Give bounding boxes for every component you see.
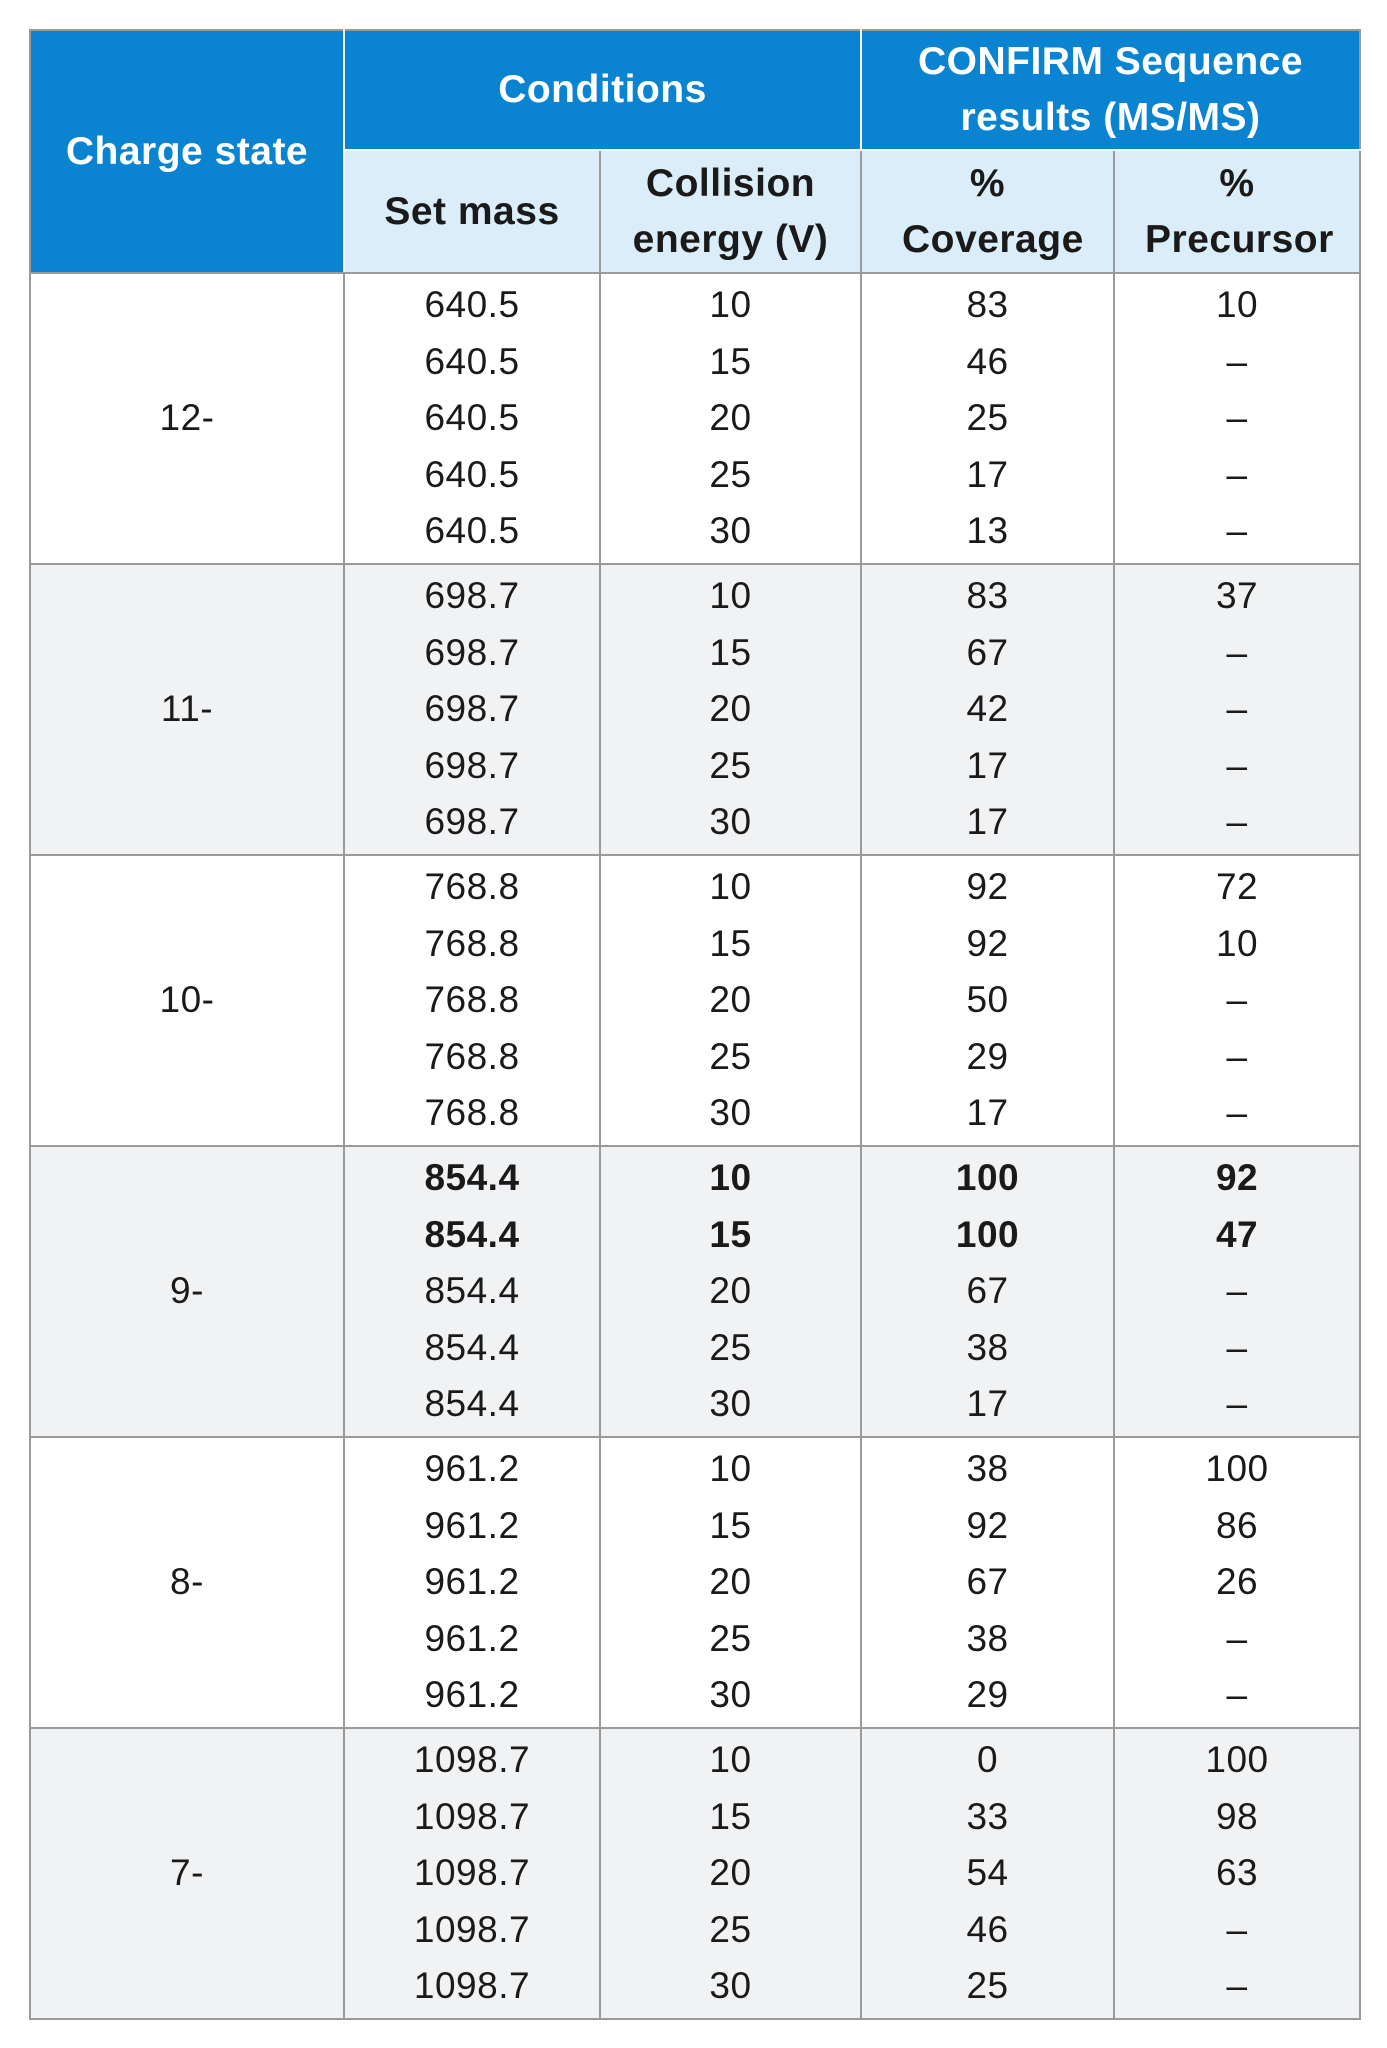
precursor-column-cell (1114, 855, 1360, 1146)
coverage-value: 50 (966, 979, 1009, 1021)
set-mass-value: 961.2 (424, 1617, 520, 1659)
set-mass-value: 640.5 (424, 397, 520, 439)
set-mass-value: 961.2 (424, 1504, 520, 1546)
coverage-value: 13 (966, 510, 1009, 552)
precursor-value: 100 (1205, 1739, 1269, 1781)
collision-energy-value: 30 (709, 801, 752, 843)
collision-energy-value: 30 (709, 1674, 752, 1716)
precursor-value: 47 (1215, 1213, 1259, 1255)
collision-energy-value: 25 (709, 1035, 752, 1077)
collision-energy-value: 15 (709, 1213, 752, 1255)
collision-energy-value: 15 (709, 631, 752, 673)
set-mass-column-cell (344, 1437, 600, 1728)
charge-state-cell: 11- (30, 564, 344, 855)
set-mass-value: 854.4 (424, 1213, 520, 1255)
set-mass-column-cell (344, 1728, 600, 2019)
collision-energy-value: 20 (709, 1561, 752, 1603)
coverage-value: 29 (966, 1035, 1009, 1077)
set-mass-value: 1098.7 (413, 1852, 531, 1894)
set-mass-value: 768.8 (424, 1035, 520, 1077)
set-mass-value: 854.4 (424, 1270, 520, 1312)
set-mass-value: 768.8 (424, 1092, 520, 1134)
coverage-value: 100 (955, 1213, 1020, 1255)
coverage-value: 17 (966, 453, 1009, 495)
header-precursor: % Precursor (1114, 150, 1360, 273)
set-mass-column-cell (344, 855, 600, 1146)
coverage-value: 17 (966, 744, 1009, 786)
collision-energy-value: 20 (709, 397, 752, 439)
header-set-mass: Set mass (344, 150, 600, 273)
precursor-value: – (1226, 801, 1248, 843)
header-coverage: % Coverage (861, 150, 1114, 273)
precursor-value: – (1226, 340, 1248, 382)
collision-energy-value: 30 (709, 1092, 752, 1134)
collision-energy-value: 20 (709, 1852, 752, 1894)
precursor-value: – (1226, 1092, 1248, 1134)
collision-energy-value: 15 (709, 1795, 752, 1837)
coverage-column-cell (861, 273, 1114, 564)
set-mass-value: 640.5 (424, 510, 520, 552)
coverage-value: 25 (966, 1965, 1009, 2007)
collision-energy-value: 30 (709, 510, 752, 552)
collision-energy-value: 15 (709, 340, 752, 382)
collision-energy-value: 10 (709, 866, 752, 908)
charge-state-cell: 7- (30, 1728, 344, 2019)
coverage-value: 29 (966, 1674, 1009, 1716)
set-mass-value: 1098.7 (413, 1965, 531, 2007)
header-collision-energy: Collision energy (V) (600, 150, 861, 273)
table-row (30, 855, 1360, 1146)
set-mass-value: 768.8 (424, 922, 520, 964)
table-row (30, 1437, 1360, 1728)
set-mass-value: 698.7 (424, 801, 520, 843)
collision-energy-value: 25 (709, 1326, 752, 1368)
collision-energy-value: 10 (709, 1157, 752, 1199)
table-row (30, 1146, 1360, 1437)
coverage-value: 54 (966, 1852, 1009, 1894)
results-table (29, 29, 1361, 2020)
set-mass-value: 698.7 (424, 631, 520, 673)
set-mass-value: 768.8 (424, 979, 520, 1021)
set-mass-value: 640.5 (424, 453, 520, 495)
precursor-value: 10 (1215, 284, 1259, 326)
charge-state-cell: 10- (30, 855, 344, 1146)
coverage-value: 67 (966, 1270, 1009, 1312)
precursor-value: 72 (1215, 866, 1259, 908)
charge-state-cell: 8- (30, 1437, 344, 1728)
precursor-column-cell (1114, 273, 1360, 564)
collision-energy-value: 10 (709, 1739, 752, 1781)
precursor-value: – (1226, 510, 1248, 552)
coverage-value: 83 (966, 575, 1009, 617)
collision-energy-value: 10 (709, 575, 752, 617)
table-body (30, 273, 1360, 2019)
set-mass-value: 640.5 (424, 340, 520, 382)
collision-energy-column-cell (600, 1437, 861, 1728)
coverage-value: 25 (966, 397, 1009, 439)
collision-energy-value: 25 (709, 1908, 752, 1950)
coverage-value: 67 (966, 631, 1009, 673)
set-mass-value: 698.7 (424, 744, 520, 786)
header-confirm-sequence: CONFIRM Sequence results (MS/MS) (861, 30, 1360, 150)
coverage-value: 83 (966, 284, 1009, 326)
table-row (30, 564, 1360, 855)
set-mass-value: 854.4 (424, 1157, 520, 1199)
precursor-value: 37 (1215, 575, 1259, 617)
charge-state-cell: 12- (30, 273, 344, 564)
precursor-value: – (1226, 979, 1248, 1021)
collision-energy-value: 25 (709, 1617, 752, 1659)
table-row (30, 1728, 1360, 2019)
collision-energy-column-cell (600, 564, 861, 855)
coverage-value: 38 (966, 1617, 1009, 1659)
collision-energy-value: 10 (709, 284, 752, 326)
coverage-value: 17 (966, 1383, 1009, 1425)
coverage-column-cell (861, 564, 1114, 855)
coverage-value: 46 (966, 1908, 1009, 1950)
set-mass-column-cell (344, 1146, 600, 1437)
precursor-value: 63 (1215, 1852, 1259, 1894)
set-mass-value: 854.4 (424, 1326, 520, 1368)
set-mass-value: 854.4 (424, 1383, 520, 1425)
precursor-value: – (1226, 1035, 1248, 1077)
precursor-value: 10 (1215, 922, 1259, 964)
set-mass-value: 961.2 (424, 1448, 520, 1490)
coverage-value: 92 (966, 1504, 1009, 1546)
set-mass-value: 698.7 (424, 575, 520, 617)
set-mass-column-cell (344, 273, 600, 564)
set-mass-value: 961.2 (424, 1674, 520, 1716)
precursor-value: – (1226, 1908, 1248, 1950)
set-mass-value: 961.2 (424, 1561, 520, 1603)
charge-state-cell: 9- (30, 1146, 344, 1437)
table-header (30, 30, 1360, 273)
collision-energy-value: 30 (709, 1965, 752, 2007)
set-mass-value: 1098.7 (413, 1739, 531, 1781)
precursor-value: – (1226, 744, 1248, 786)
collision-energy-value: 10 (709, 1448, 752, 1490)
precursor-value: – (1226, 688, 1248, 730)
set-mass-value: 1098.7 (413, 1795, 531, 1837)
coverage-value: 17 (966, 801, 1009, 843)
coverage-value: 46 (966, 340, 1009, 382)
precursor-value: – (1226, 1674, 1248, 1716)
precursor-column-cell (1114, 1437, 1360, 1728)
coverage-value: 100 (955, 1157, 1020, 1199)
precursor-value: – (1226, 1965, 1248, 2007)
precursor-value: 26 (1215, 1561, 1259, 1603)
set-mass-value: 768.8 (424, 866, 520, 908)
precursor-column-cell (1114, 1146, 1360, 1437)
coverage-column-cell (861, 855, 1114, 1146)
coverage-value: 17 (966, 1092, 1009, 1134)
coverage-value: 38 (966, 1448, 1009, 1490)
coverage-value: 92 (966, 866, 1009, 908)
header-charge-state: Charge state (30, 30, 344, 273)
collision-energy-value: 20 (709, 979, 752, 1021)
collision-energy-value: 15 (709, 1504, 752, 1546)
coverage-value: 38 (966, 1326, 1009, 1368)
collision-energy-value: 25 (709, 744, 752, 786)
coverage-value: 92 (966, 922, 1009, 964)
set-mass-column-cell (344, 564, 600, 855)
set-mass-value: 1098.7 (413, 1908, 531, 1950)
collision-energy-column-cell (600, 1728, 861, 2019)
collision-energy-value: 30 (709, 1383, 752, 1425)
coverage-value: 0 (976, 1739, 999, 1781)
precursor-value: – (1226, 631, 1248, 673)
collision-energy-column-cell (600, 273, 861, 564)
collision-energy-value: 20 (709, 1270, 752, 1312)
precursor-value: 92 (1215, 1157, 1259, 1199)
set-mass-value: 640.5 (424, 284, 520, 326)
precursor-value: – (1226, 453, 1248, 495)
collision-energy-value: 15 (709, 922, 752, 964)
precursor-column-cell (1114, 564, 1360, 855)
coverage-value: 42 (966, 688, 1009, 730)
precursor-value: – (1226, 397, 1248, 439)
coverage-column-cell (861, 1146, 1114, 1437)
coverage-value: 67 (966, 1561, 1009, 1603)
header-conditions: Conditions (344, 30, 861, 150)
set-mass-value: 698.7 (424, 688, 520, 730)
collision-energy-column-cell (600, 855, 861, 1146)
collision-energy-value: 25 (709, 453, 752, 495)
precursor-value: – (1226, 1326, 1248, 1368)
coverage-column-cell (861, 1437, 1114, 1728)
coverage-value: 33 (966, 1795, 1009, 1837)
precursor-value: 86 (1215, 1504, 1259, 1546)
collision-energy-column-cell (600, 1146, 861, 1437)
precursor-value: 100 (1205, 1448, 1269, 1490)
table-row (30, 273, 1360, 564)
precursor-value: 98 (1215, 1795, 1259, 1837)
precursor-value: – (1226, 1617, 1248, 1659)
precursor-column-cell (1114, 1728, 1360, 2019)
precursor-value: – (1226, 1270, 1248, 1312)
coverage-column-cell (861, 1728, 1114, 2019)
collision-energy-value: 20 (709, 688, 752, 730)
precursor-value: – (1226, 1383, 1248, 1425)
